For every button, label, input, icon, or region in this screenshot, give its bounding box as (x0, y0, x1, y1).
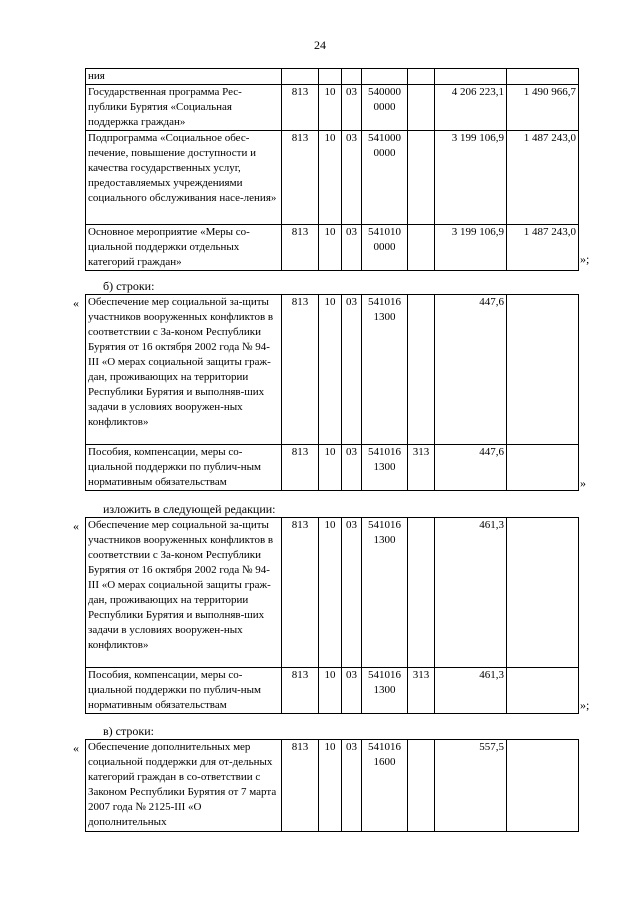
csr-code: 541016 1300 (362, 445, 408, 491)
amount-1: 461,3 (435, 518, 507, 668)
rz-code (319, 69, 342, 85)
amount-2: 1 490 966,7 (507, 85, 579, 131)
amount-1: 461,3 (435, 668, 507, 714)
rz-code: 10 (319, 740, 342, 832)
vr-code (408, 131, 435, 225)
vr-code: 313 (408, 668, 435, 714)
csr-code: 541010 0000 (362, 225, 408, 271)
close-quote: »; (580, 698, 590, 712)
page-number: 24 (314, 38, 326, 52)
row-name: Обеспечение дополнительных мер социальной поддержки для от-дельных категорий граждан в со-ответствии с Законом Республики Бурятия от 7 марта 2007 года № 2125-III «О дополнительных (86, 740, 282, 832)
table-row (86, 131, 579, 225)
table-row (86, 740, 579, 832)
budget-table-2 (85, 294, 579, 491)
gr-code: 813 (282, 131, 319, 225)
rz-code: 10 (319, 131, 342, 225)
table-row (86, 518, 579, 668)
pr-code: 03 (342, 445, 362, 491)
vr-code (408, 740, 435, 832)
gr-code (282, 69, 319, 85)
amount-2 (507, 518, 579, 668)
pr-code (342, 69, 362, 85)
open-quote: « (73, 296, 79, 310)
csr-code: 541016 1300 (362, 295, 408, 445)
csr-code: 541016 1600 (362, 740, 408, 832)
open-quote: « (73, 519, 79, 533)
csr-code: 541000 0000 (362, 131, 408, 225)
amount-1: 447,6 (435, 445, 507, 491)
vr-code (408, 295, 435, 445)
amount-1 (435, 69, 507, 85)
pr-code: 03 (342, 131, 362, 225)
vr-code (408, 69, 435, 85)
gr-code: 813 (282, 85, 319, 131)
pr-code: 03 (342, 518, 362, 668)
pr-code: 03 (342, 225, 362, 271)
label-new-edition: изложить в следующей редакции: (103, 502, 276, 516)
amount-2: 1 487 243,0 (507, 131, 579, 225)
csr-code: 541016 1300 (362, 518, 408, 668)
gr-code: 813 (282, 518, 319, 668)
table-row (86, 225, 579, 271)
amount-2 (507, 668, 579, 714)
vr-code (408, 85, 435, 131)
close-quote: » (580, 476, 586, 490)
table-row (86, 668, 579, 714)
rz-code: 10 (319, 445, 342, 491)
amount-1: 3 199 106,9 (435, 131, 507, 225)
row-name: Основное мероприятие «Меры со-циальной поддержки отдельных категорий граждан» (86, 225, 282, 271)
row-name: ния (86, 69, 282, 85)
rz-code: 10 (319, 295, 342, 445)
pr-code: 03 (342, 668, 362, 714)
amount-2 (507, 740, 579, 832)
vr-code: 313 (408, 445, 435, 491)
label-b: б) строки: (103, 279, 155, 293)
open-quote: « (73, 741, 79, 755)
budget-table-1 (85, 68, 579, 271)
budget-table-3 (85, 517, 579, 714)
vr-code (408, 225, 435, 271)
pr-code: 03 (342, 295, 362, 445)
gr-code: 813 (282, 225, 319, 271)
pr-code: 03 (342, 85, 362, 131)
row-name: Пособия, компенсации, меры со-циальной поддержки по публич-ным нормативным обязательствам (86, 445, 282, 491)
label-v: в) строки: (103, 724, 154, 738)
close-quote: »; (580, 252, 590, 266)
table-row (86, 69, 579, 85)
row-name: Обеспечение мер социальной за-щиты участников вооруженных конфликтов в соответствии с За-коном Республики Бурятия от 16 октября 2002 года № 94-III «О мерах социальной защиты граж-дан, проживающих на территории Республики Бурятия и выполняв-ших задачи в условиях вооружен-ных конфликтов» (86, 295, 282, 445)
rz-code: 10 (319, 85, 342, 131)
amount-1: 557,5 (435, 740, 507, 832)
budget-table-4 (85, 739, 579, 832)
row-name: Обеспечение мер социальной за-щиты участников вооруженных конфликтов в соответствии с За-коном Республики Бурятия от 16 октября 2002 года № 94-III «О мерах социальной защиты граж-дан, проживающих на территории Республики Бурятия и выполняв-ших задачи в условиях вооружен-ных конфликтов» (86, 518, 282, 668)
row-name: Государственная программа Рес-публики Бурятия «Социальная поддержка граждан» (86, 85, 282, 131)
csr-code: 541016 1300 (362, 668, 408, 714)
gr-code: 813 (282, 668, 319, 714)
csr-code: 540000 0000 (362, 85, 408, 131)
row-name: Подпрограмма «Социальное обес-печение, повышение доступности и качества государственных услуг, предоставляемых учреждениями социального обслуживания насе-ления» (86, 131, 282, 225)
csr-code (362, 69, 408, 85)
amount-1: 3 199 106,9 (435, 225, 507, 271)
amount-1: 4 206 223,1 (435, 85, 507, 131)
vr-code (408, 518, 435, 668)
gr-code: 813 (282, 295, 319, 445)
row-name: Пособия, компенсации, меры со-циальной поддержки по публич-ным нормативным обязательствам (86, 668, 282, 714)
pr-code: 03 (342, 740, 362, 832)
gr-code: 813 (282, 445, 319, 491)
rz-code: 10 (319, 225, 342, 271)
rz-code: 10 (319, 668, 342, 714)
table-row (86, 295, 579, 445)
gr-code: 813 (282, 740, 319, 832)
amount-2 (507, 69, 579, 85)
amount-2 (507, 295, 579, 445)
table-row (86, 85, 579, 131)
amount-2: 1 487 243,0 (507, 225, 579, 271)
amount-2 (507, 445, 579, 491)
table-row (86, 445, 579, 491)
amount-1: 447,6 (435, 295, 507, 445)
rz-code: 10 (319, 518, 342, 668)
